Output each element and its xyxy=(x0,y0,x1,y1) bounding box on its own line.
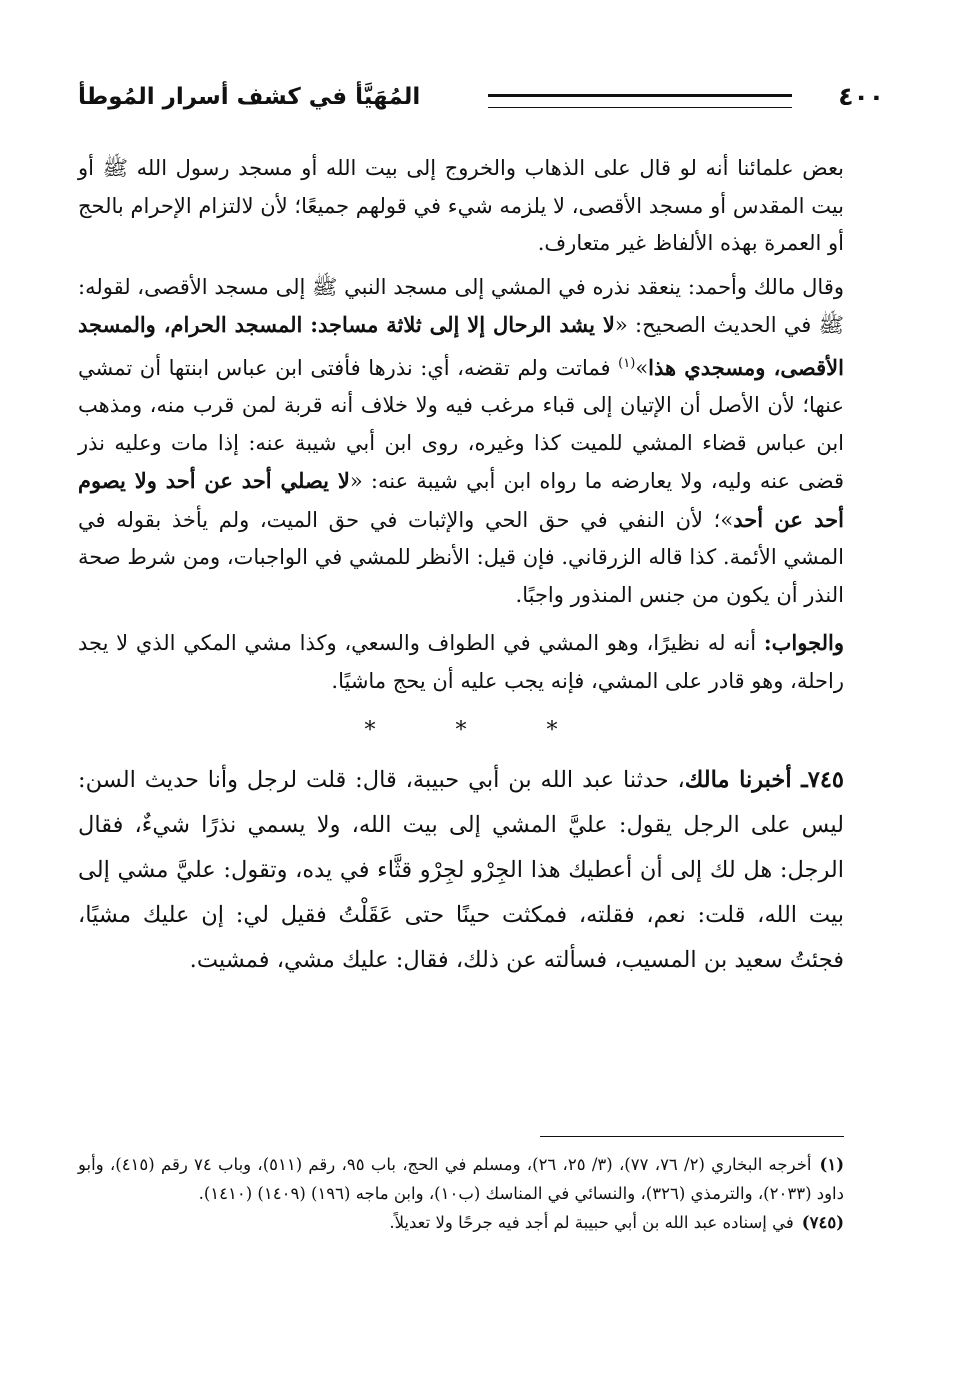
page-header xyxy=(78,80,884,126)
paragraph-2-part-4: »؛ لأن النفي في حق الحي والإثبات في حق الميت، ولم يأخذ بقوله في المشي الأئمة. كذا قاله الزرقاني. فإن قيل: الأنظر للمشي في الواجبات، ومن شرط صحة النذر أن يكون من جنس المنذور واجبًا. xyxy=(78,507,844,607)
header-rule xyxy=(488,94,792,108)
paragraph-2 xyxy=(78,269,844,615)
section-separator xyxy=(78,716,844,746)
running-title: المُهَيَّأ في كشف أسرار المُوطأ xyxy=(78,84,421,110)
footnote-marker: (١) xyxy=(819,1155,844,1174)
footnote-text: في إسناده عبد الله بن أبي حبيبة لم أجد فيه جرحًا ولا تعديلاً. xyxy=(389,1213,794,1232)
footnote-text: أخرجه البخاري (٢/ ٧٦، ٧٧)، (٣/ ٢٥، ٢٦)، ومسلم في الحج، باب ٩٥، رقم (٥١١)، وباب ٧٤ رقم (٤١٥)، وأبو داود (٢٠٣٣)، والترمذي (٣٢٦)، والنسائي في المناسك (ب١٠)، وابن ماجه (١٩٦) (١٤٠٩) (١٤١٠). xyxy=(78,1155,844,1203)
hadith-number-label: ٧٤٥ـ أخبرنا مالك xyxy=(684,767,844,793)
page-number: ٤٠٠ xyxy=(838,82,884,111)
hadith-quote-prayer-fasting: لا يصلي أحد عن أحد ولا يصوم أحد عن أحد xyxy=(78,468,844,532)
paragraph-2-part-3: فماتت ولم تقضه، أي: نذرها فأفتى ابن عباس ابنتها أن تمشي عنها؛ لأن الأصل أن الإتيان إلى قباء مرغب فيه ولا خلاف أنه قربة لمن قرب منه، ومذهب ابن عباس قضاء المشي للميت كذا وغيره، روى ابن أبي شيبة عنه: إذا مات وعليه نذر قضى عنه وليه، ولا يعارضه ما رواه ابن أبي شيبة عنه: « xyxy=(78,355,844,493)
paragraph-1: بعض علمائنا أنه لو قال على الذهاب والخروج إلى بيت الله أو مسجد رسول الله ﷺ أو بيت المقدس أو مسجد الأقصى، لا يلزمه شيء في قولهم جميعًا؛ لأن لالتزام الإحرام بالحج أو العمرة بهذه الألفاظ غير متعارف. xyxy=(78,156,844,255)
separator-star-icon: * xyxy=(455,718,467,743)
paragraph-2-part-1: وقال مالك وأحمد: ينعقد نذره في المشي إلى مسجد النبي ﷺ إلى مسجد الأقصى، لقوله: ﷺ في الحديث الصحيح: « xyxy=(78,274,844,337)
hadith-text: ، حدثنا عبد الله بن أبي حبيبة، قال: قلت لرجل وأنا حديث السن: ليس على الرجل يقول: عليَّ المشي إلى بيت الله، ولا يسمي نذرًا شيءٌ، فقال الرجل: هل لك إلى أن أعطيك هذا الجِرْو لجِرْو قثَّاء في يده، وتقول: عليَّ مشي إلى بيت الله، قلت: نعم، فقلته، فمكثت حينًا حتى عَقَلْتُ فقيل لي: إن عليك مشيًا، فجئتُ سعيد بن المسيب، فسألته عن ذلك، فقال: عليك مشي، فمشيت. xyxy=(78,767,844,973)
footnote-1 xyxy=(78,1150,844,1208)
hadith-745 xyxy=(78,758,844,983)
separator-star-icon: * xyxy=(546,718,558,743)
footnote-marker: (٧٤٥) xyxy=(801,1213,844,1232)
answer-text: أنه له نظيرًا، وهو المشي في الطواف والسعي، وكذا مشي المكي الذي لا يجد راحلة، وهو قادر على المشي، فإنه يجب عليه أن يحج ماشيًا. xyxy=(78,631,844,693)
footnotes xyxy=(78,1150,844,1237)
footnote-745 xyxy=(78,1208,844,1237)
answer-paragraph xyxy=(78,624,844,700)
footnote-reference[interactable]: (١) xyxy=(618,355,636,371)
answer-label: والجواب: xyxy=(763,630,844,655)
footnote-divider xyxy=(540,1136,844,1137)
paragraph-2-part-2: » xyxy=(635,355,649,380)
hadith-quote-three-mosques: لا يشد الرحال إلا إلى ثلاثة مساجد: المسجد الحرام، والمسجد الأقصى، ومسجدي هذا xyxy=(78,312,844,380)
main-text xyxy=(78,150,844,983)
separator-star-icon: * xyxy=(364,718,376,743)
